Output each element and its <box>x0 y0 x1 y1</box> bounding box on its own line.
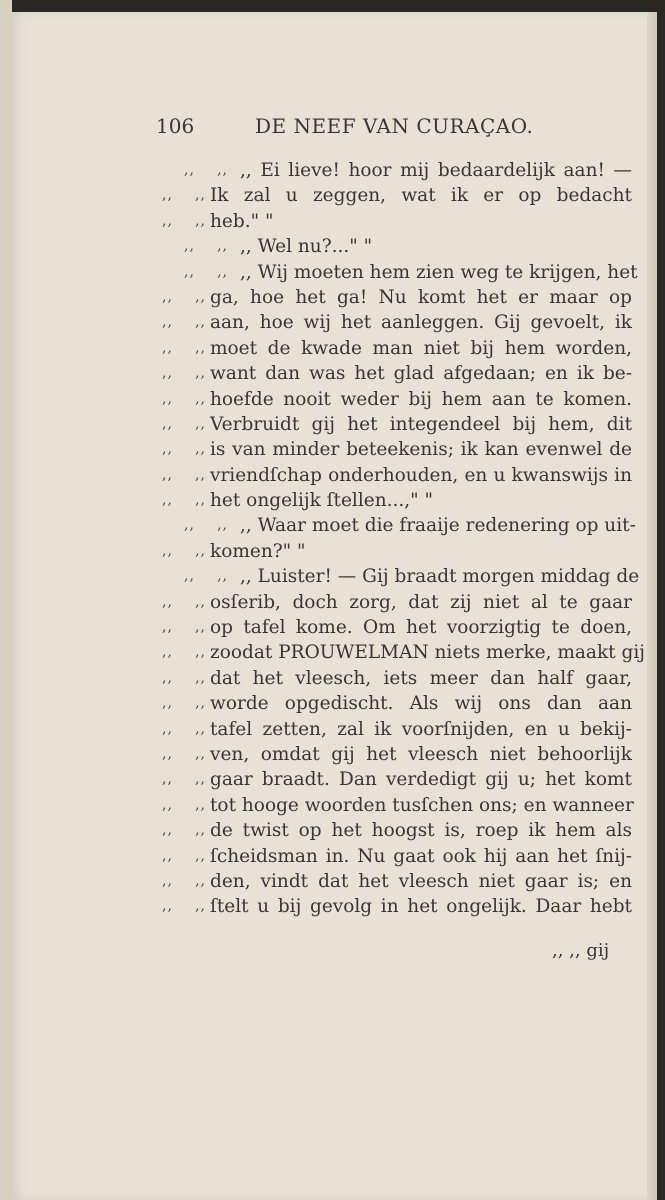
quote-marks: ,, ,, <box>162 847 206 864</box>
line-text: ven, omdat gij het vleesch niet behoorlijk <box>210 743 632 765</box>
text-line <box>162 387 632 412</box>
text-line <box>162 158 632 183</box>
line-text: tot hooge woorden tusſchen ons; en wanneer <box>210 794 634 816</box>
catchword: ,, ,, gij <box>552 940 610 961</box>
text-line <box>162 742 632 767</box>
text-line <box>162 488 632 513</box>
text-line <box>162 666 632 691</box>
text-line <box>162 615 632 640</box>
quote-marks: ,, ,, <box>162 187 206 204</box>
line-text: vriendſchap onderhouden, en u kwanswijs in <box>210 464 632 486</box>
line-text: dat het vleesch, iets meer dan half gaar, <box>210 667 632 689</box>
text-line <box>162 539 632 564</box>
text-line <box>162 844 632 869</box>
text-line <box>162 793 632 818</box>
text-line <box>162 437 632 462</box>
quote-marks: ,, ,, <box>162 492 206 509</box>
line-text: ſtelt u bij gevolg in het ongelijk. Daar hebt <box>210 896 632 918</box>
page-fore-edge <box>647 12 657 1200</box>
text-line <box>162 590 632 615</box>
line-text: het ongelijk ſtellen...," " <box>210 490 434 512</box>
text-line <box>162 869 632 894</box>
quote-marks: ,, ,, <box>162 644 206 661</box>
text-line <box>162 234 632 259</box>
line-text: gaar braadt. Dan verdedigt gij u; het komt <box>210 769 632 791</box>
quote-marks: ,, ,, <box>162 288 206 305</box>
line-text: Ik zal u zeggen, wat ik er op bedacht <box>210 185 632 207</box>
quote-marks: ,, ,, <box>184 238 228 255</box>
quote-marks: ,, ,, <box>162 542 206 559</box>
line-text: ,, Wel nu?..." " <box>240 236 373 258</box>
line-text: den, vindt dat het vleesch niet gaar is; en <box>210 870 632 892</box>
line-text: tafel zetten, zal ik voorſnijden, en u bekij- <box>210 718 632 740</box>
quote-marks: ,, ,, <box>162 415 206 432</box>
quote-marks: ,, ,, <box>162 898 206 915</box>
text-line <box>162 513 636 538</box>
quote-marks: ,, ,, <box>162 796 206 813</box>
quote-marks: ,, ,, <box>184 162 228 178</box>
text-line <box>162 209 632 234</box>
quote-marks: ,, ,, <box>162 212 206 229</box>
line-text: zoodat PROUWELMAN niets merke, maakt gij <box>210 642 645 664</box>
line-text: ,, Luister! — Gij braadt morgen middag de <box>240 566 640 588</box>
line-text: moet de kwade man niet bij hem worden, <box>210 337 632 359</box>
line-text: ,, Ei lieve! hoor mij bedaardelijk aan! — <box>240 160 632 181</box>
page-number: 106 <box>156 114 195 138</box>
quote-marks: ,, ,, <box>162 466 206 483</box>
text-line <box>162 183 632 208</box>
text-line <box>162 767 632 792</box>
text-line <box>162 260 638 285</box>
quote-marks: ,, ,, <box>162 695 206 712</box>
line-text: Verbruidt gij het integendeel bij hem, dit <box>210 413 632 435</box>
line-text: ,, Waar moet die fraaije redenering op uit- <box>240 515 636 537</box>
quote-marks: ,, ,, <box>162 669 206 686</box>
text-line <box>162 285 632 310</box>
quote-marks: ,, ,, <box>162 441 206 458</box>
text-line <box>162 310 632 335</box>
text-line <box>162 361 632 386</box>
quote-marks: ,, ,, <box>162 771 206 788</box>
text-line <box>162 894 632 919</box>
running-title: DE NEEF VAN CURAÇAO. <box>255 114 534 138</box>
line-text: worde opgedischt. Als wij ons dan aan <box>210 693 632 715</box>
text-line <box>162 818 632 843</box>
line-text: osſerib, doch zorg, dat zij niet al te gaar <box>210 591 632 613</box>
quote-marks: ,, ,, <box>162 593 206 610</box>
quote-marks: ,, ,, <box>184 568 228 585</box>
line-text: komen?" " <box>210 540 306 562</box>
page-header <box>12 114 657 148</box>
quote-marks: ,, ,, <box>162 720 206 737</box>
quote-marks: ,, ,, <box>162 339 206 356</box>
quote-marks: ,, ,, <box>162 619 206 636</box>
text-line <box>162 336 632 361</box>
text-line <box>162 717 632 742</box>
book-edge <box>0 0 12 1200</box>
text-line <box>162 691 632 716</box>
line-text: heb." " <box>210 210 274 232</box>
line-text: is van minder beteekenis; ik kan evenwel de <box>210 439 632 461</box>
quote-marks: ,, ,, <box>184 263 228 280</box>
line-text: hoefde nooit weder bij hem aan te komen. <box>210 388 632 410</box>
text-line <box>162 564 640 589</box>
line-text: ,, Wij moeten hem zien weg te krijgen, het <box>240 261 638 283</box>
line-text: aan, hoe wij het aanleggen. Gij gevoelt, ik <box>210 312 632 334</box>
line-text: want dan was het glad afgedaan; en ik be- <box>210 363 632 385</box>
line-text: de twist op het hoogst is, roep ik hem als <box>210 820 632 842</box>
quote-marks: ,, ,, <box>162 745 206 762</box>
quote-marks: ,, ,, <box>162 365 206 382</box>
line-text: ga, hoe het ga! Nu komt het er maar op <box>210 286 632 308</box>
line-text: ſcheidsman in. Nu gaat ook hij aan het ſnij- <box>210 845 632 867</box>
line-text: op tafel kome. Om het voorzigtig te doen, <box>210 617 632 639</box>
quote-marks: ,, ,, <box>162 822 206 839</box>
quote-marks: ,, ,, <box>162 390 206 407</box>
quote-marks: ,, ,, <box>162 314 206 331</box>
body-text <box>162 158 645 920</box>
quote-marks: ,, ,, <box>162 872 206 889</box>
book-page <box>12 12 657 1200</box>
text-line <box>162 412 632 437</box>
quote-marks: ,, ,, <box>184 517 228 534</box>
text-line <box>162 463 632 488</box>
text-line <box>162 640 645 665</box>
